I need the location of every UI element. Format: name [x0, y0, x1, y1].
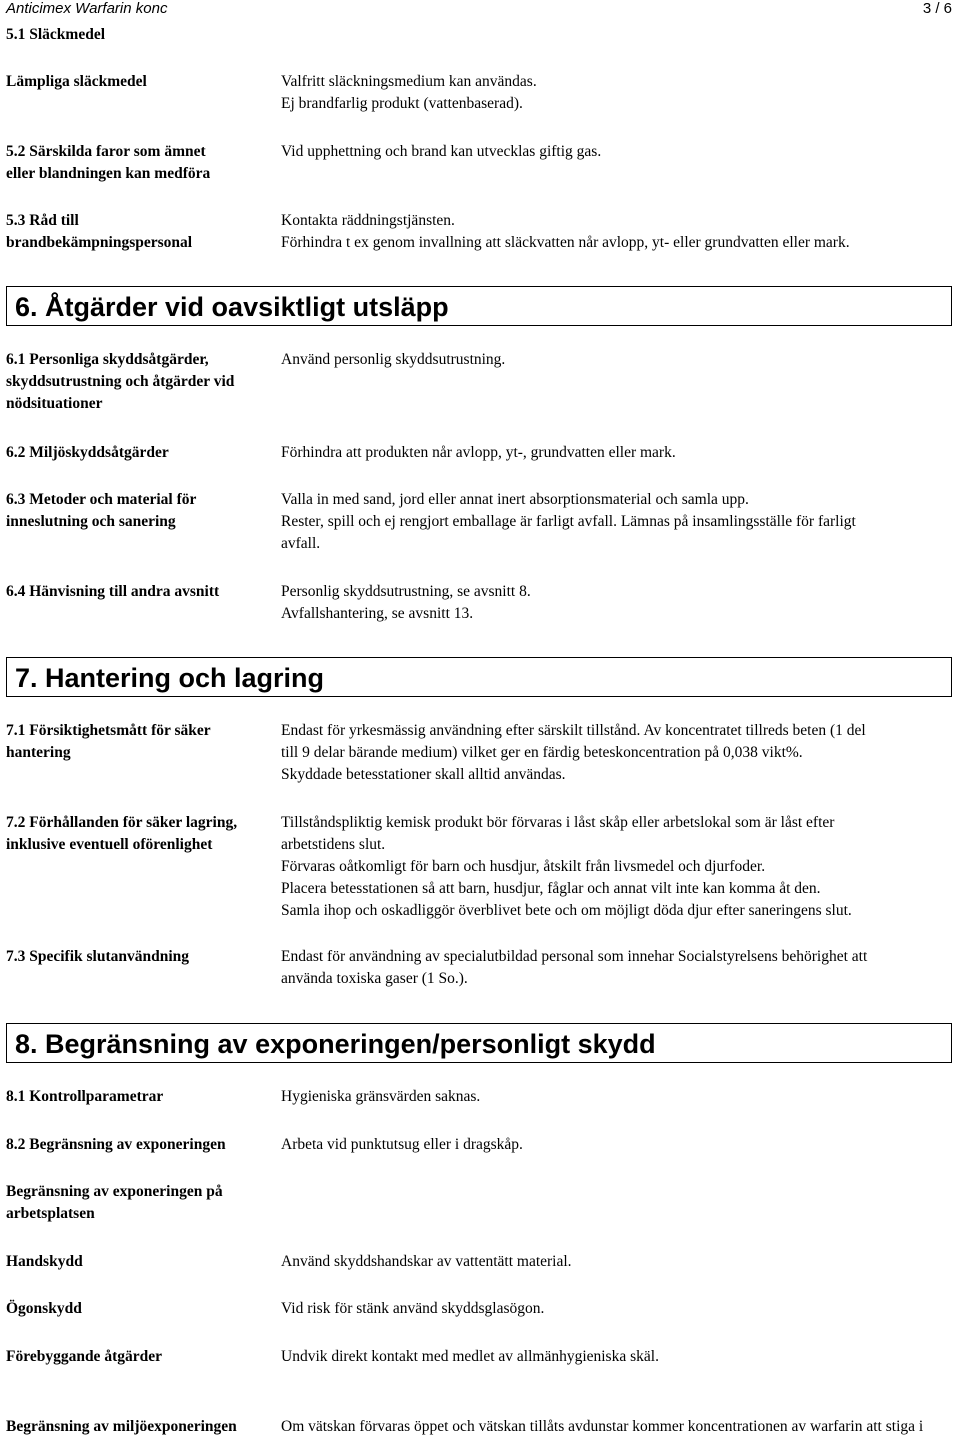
text-line: Kontakta räddningstjänsten.: [281, 212, 455, 229]
label-environmental-precautions: 6.2 Miljöskyddsåtgärder: [6, 444, 169, 461]
section-header-8: [6, 1023, 952, 1063]
value-safe-handling: [281, 720, 953, 786]
value-firefighter-advice: [281, 210, 953, 254]
text-line: Personlig skyddsutrustning, se avsnitt 8.: [281, 583, 531, 600]
text-line: Förhindra att produkten når avlopp, yt-, grundvatten eller mark.: [281, 444, 676, 461]
document-title: Anticimex Warfarin konc: [6, 0, 168, 17]
text-line: Om vätskan förvaras öppet och vätskan tillåts avdunstar kommer koncentrationen av warfarin att stiga i: [281, 1418, 924, 1435]
label-eye-protection: Ögonskydd: [6, 1300, 82, 1317]
text-line: Hygieniska gränsvärden saknas.: [281, 1088, 481, 1105]
value-safe-storage: [281, 812, 953, 922]
value-personal-precautions: [281, 349, 953, 371]
value-special-hazards: [281, 141, 953, 163]
value-containment-methods: [281, 489, 953, 555]
text-line: Förvaras oåtkomligt för barn och husdjur, åtskilt från livsmedel och djurfoder.: [281, 858, 766, 875]
value-eye-protection: [281, 1298, 953, 1320]
text-line: Samla ihop och oskadliggör överblivet bete och om möjligt döda djur efter saneringens slut.: [281, 902, 852, 919]
section-title-7: 7. Hantering och lagring: [15, 663, 325, 693]
section-title-6: 6. Åtgärder vid oavsiktligt utsläpp: [15, 292, 449, 322]
label-specific-end-use: 7.3 Specifik slutanvändning: [6, 948, 190, 965]
section-header-6: [6, 286, 952, 326]
label-suitable-extinguishing-media: Lämpliga släckmedel: [6, 73, 147, 90]
text-line: arbetstidens slut.: [281, 836, 386, 853]
text-line: Tillståndspliktig kemisk produkt bör förvaras i låst skåp eller arbetslokal som är låst efter: [281, 814, 835, 831]
text-line: Arbeta vid punktutsug eller i dragskåp.: [281, 1136, 523, 1153]
text-line: Endast för användning av specialutbildad personal som innehar Socialstyrelsens behörighet att: [281, 948, 868, 965]
value-suitable-extinguishing-media: [281, 71, 953, 115]
value-hand-protection: [281, 1251, 953, 1273]
label-personal-precautions: 6.1 Personliga skyddsåtgärder, skyddsutrustning och åtgärder vid nödsituationer: [6, 351, 235, 412]
subsection-heading-5-1: 5.1 Släckmedel: [6, 26, 106, 43]
label-control-parameters: 8.1 Kontrollparametrar: [6, 1088, 164, 1105]
label-workplace-exposure: Begränsning av exponeringen på arbetsplatsen: [6, 1183, 223, 1222]
value-exposure-controls: [281, 1134, 953, 1156]
text-line: Ej brandfarlig produkt (vattenbaserad).: [281, 95, 523, 112]
text-line: Undvik direkt kontakt med medlet av allmänhygieniska skäl.: [281, 1348, 659, 1365]
text-line: till 9 delar bärande medium) vilket ger en färdig beteskoncentration på 0,038 vikt%.: [281, 744, 803, 761]
value-reference-sections: [281, 581, 953, 625]
value-control-parameters: [281, 1086, 953, 1108]
value-preventive-measures: [281, 1346, 953, 1368]
text-line: Vid risk för stänk använd skyddsglasögon.: [281, 1300, 545, 1317]
label-safe-storage: 7.2 Förhållanden för säker lagring, inklusive eventuell oförenlighet: [6, 814, 238, 853]
text-line: Endast för yrkesmässig användning efter särskilt tillstånd. Av koncentratet tillreds beten (1 del: [281, 722, 866, 739]
label-hand-protection: Handskydd: [6, 1253, 83, 1270]
page-number: 3 / 6: [922, 0, 952, 17]
text-line: Använd skyddshandskar av vattentätt material.: [281, 1253, 572, 1270]
text-line: avfall.: [281, 535, 321, 552]
text-line: Valfritt släckningsmedium kan användas.: [281, 73, 537, 90]
section-title-8: 8. Begränsning av exponeringen/personligt skydd: [15, 1029, 656, 1059]
label-environmental-exposure: Begränsning av miljöexponeringen: [6, 1418, 237, 1435]
label-containment-methods: 6.3 Metoder och material för inneslutning och sanering: [6, 491, 197, 530]
label-special-hazards: 5.2 Särskilda faror som ämnet eller blandningen kan medföra: [6, 143, 211, 182]
label-exposure-controls: 8.2 Begränsning av exponeringen: [6, 1136, 226, 1153]
text-line: Avfallshantering, se avsnitt 13.: [281, 605, 474, 622]
text-line: använda toxiska gaser (1 So.).: [281, 970, 468, 987]
label-firefighter-advice: 5.3 Råd till brandbekämpningspersonal: [6, 212, 193, 251]
text-line: Förhindra t ex genom invallning att släckvatten når avlopp, yt- eller grundvatten eller mark.: [281, 234, 850, 251]
value-environmental-exposure: [281, 1416, 953, 1438]
label-safe-handling: 7.1 Försiktighetsmått för säker hantering: [6, 722, 211, 761]
text-line: Placera betesstationen så att barn, husdjur, fåglar och annat vilt inte kan komma åt den.: [281, 880, 821, 897]
label-reference-sections: 6.4 Hänvisning till andra avsnitt: [6, 583, 220, 600]
value-specific-end-use: [281, 946, 953, 990]
text-line: Vid upphettning och brand kan utvecklas giftig gas.: [281, 143, 602, 160]
text-line: Skyddade betesstationer skall alltid användas.: [281, 766, 566, 783]
section-header-7: [6, 657, 952, 697]
label-preventive-measures: Förebyggande åtgärder: [6, 1348, 162, 1365]
text-line: Rester, spill och ej rengjort emballage är farligt avfall. Lämnas på insamlingsställe för farligt: [281, 513, 856, 530]
value-environmental-precautions: [281, 442, 953, 464]
text-line: Valla in med sand, jord eller annat inert absorptionsmaterial och samla upp.: [281, 491, 749, 508]
text-line: Använd personlig skyddsutrustning.: [281, 351, 506, 368]
